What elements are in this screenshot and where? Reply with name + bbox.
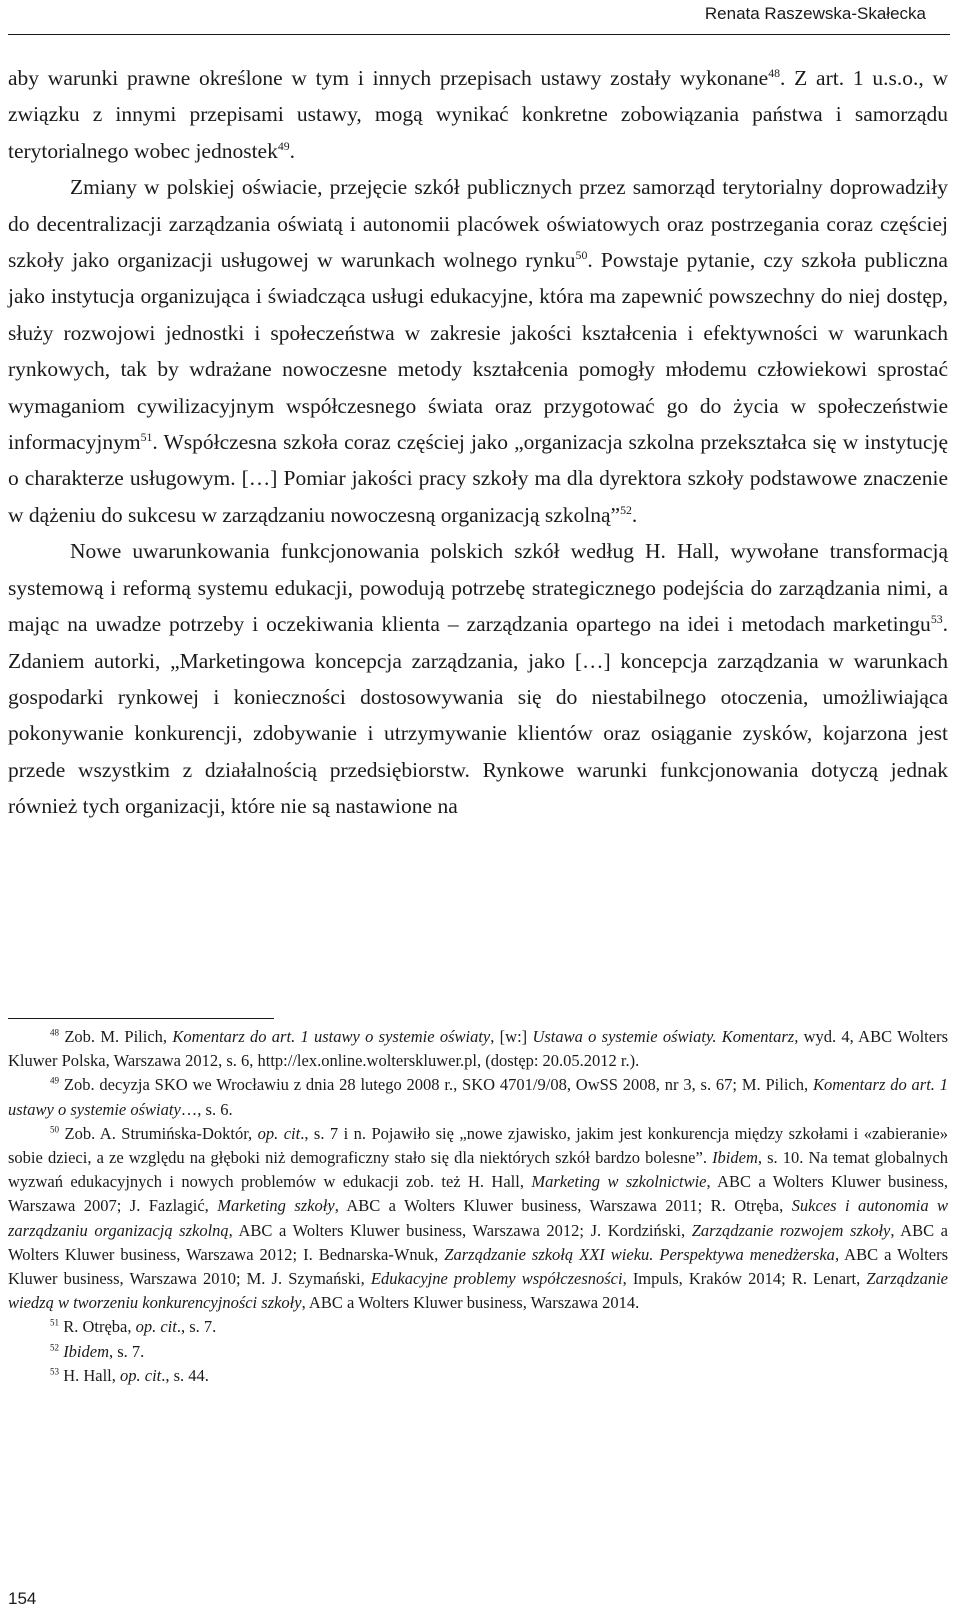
text-run: ., s. 7. xyxy=(176,1317,217,1337)
text-run: Nowe uwarunkowania funkcjonowania polskich szkół według H. Hall, wywołane transformacją systemową i reformą systemu edukacji, powodują potrzebę strategicznego podejścia do zarządzania nimi, a mając na uwadze potrzeby i oczekiwania klienta – zarządzania opartego na idei i metodach marketingu xyxy=(8,539,948,637)
footnote-ref-53[interactable]: 53 xyxy=(930,611,943,626)
citation-title: op. cit xyxy=(135,1317,177,1337)
citation-title: Sukces i autonomia w zarządzaniu organizacją szkolną xyxy=(8,1196,948,1240)
text-run: , ABC a Wolters Kluwer business, Warszawa 2010; M. J. Szymański, xyxy=(8,1244,949,1289)
citation-title: op. cit xyxy=(257,1123,301,1143)
footnote-51 xyxy=(8,1315,948,1339)
text-run: . Powstaje pytanie, czy szkoła publiczna jako instytucja organizująca i świadcząca usługi edukacyjne, która ma zapewnić powszechny do niej dostęp, służy rozwojowi jednostki i społeczeństwa w zakresie jakości kształcenia i efektywności w warunkach rynkowych, tak by wdrażane nowoczesne metody kształcenia pomogły młodemu człowiekowi sprostać wymaganiom cywilizacyjnym współczesnego świata oraz przygotować go do życia w społeczeństwie informacyjnym xyxy=(8,248,948,455)
paragraph-3 xyxy=(8,533,948,824)
main-text xyxy=(8,60,948,825)
text-run: , [w:] xyxy=(490,1027,533,1046)
citation-title: Komentarz do art. 1 ustawy o systemie oświaty xyxy=(8,1075,948,1119)
citation-title: Ustawa o systemie oświaty. Komentarz, xyxy=(532,1027,799,1046)
citation-title: Marketing szkoły xyxy=(217,1196,335,1216)
text-run: Zob. A. Strumińska-Doktór, xyxy=(59,1123,258,1143)
text-run: . xyxy=(289,138,296,163)
footnote-ref-52[interactable]: 52 xyxy=(620,502,632,517)
footnote-number: 53 xyxy=(50,1366,60,1377)
paragraph-2 xyxy=(8,169,948,533)
footnote-53 xyxy=(8,1364,948,1388)
text-run: , s. 7. xyxy=(109,1341,145,1361)
footnote-ref-51[interactable]: 51 xyxy=(140,429,153,444)
footnote-number: 50 xyxy=(50,1124,60,1135)
text-run: . xyxy=(631,502,638,527)
citation-title: Marketing w szkolnictwie xyxy=(531,1172,707,1192)
footnotes xyxy=(8,1025,948,1388)
text-run: …, s. 6. xyxy=(180,1099,233,1119)
text-run: wyd. 4, ABC Wolters Kluwer Polska, Warszawa 2012, s. 6, http://lex.online.wolterskluwer.pl, (dostęp: 20.05.2012 r.). xyxy=(8,1027,948,1071)
text-run: , Impuls, Kraków 2014; R. Lenart, xyxy=(622,1269,867,1289)
footnote-number: 48 xyxy=(50,1027,60,1038)
text-run: . Z art. 1 u.s.o., w związku z innymi przepisami ustawy, mogą wynikać konkretne zobowiązania państwa i samorządu terytorialnego wobec jednostek xyxy=(8,66,948,163)
citation-title: op. cit xyxy=(120,1365,162,1385)
footnote-rule xyxy=(8,1018,274,1019)
footnote-52 xyxy=(8,1340,948,1364)
header-author: Renata Raszewska-Skałecka xyxy=(704,4,926,23)
text-run: , ABC a Wolters Kluwer business, Warszawa 2014. xyxy=(301,1293,640,1313)
citation-title: Zarządzanie szkołą XXI wieku. Perspektywa menedżerska xyxy=(444,1244,835,1264)
text-run: . Zdaniem autorki, „Marketingowa koncepcja zarządzania, jako […] koncepcja zarządzania w warunkach gospodarki rynkowej i konieczności dostosowywania się do niestabilnego otoczenia, umożliwiająca pokonywanie konkurencji, zdobywanie i utrzymywanie klientów oraz osiąganie zysków, kojarzona jest przede wszystkim z działalnością przedsiębiorstw. Rynkowe warunki funkcjonowania dotyczą jednak również tych organizacji, które nie są nastawione na xyxy=(8,612,948,819)
running-header xyxy=(0,0,926,32)
citation-title: Ibidem xyxy=(712,1148,758,1168)
footnote-49 xyxy=(8,1073,948,1121)
text-run: , s. 10. Na temat globalnych wyzwań edukacyjnych i nowych problemów w edukacji zob. też H. Hall, xyxy=(8,1148,948,1192)
footnote-ref-49[interactable]: 49 xyxy=(277,138,290,153)
citation-title: Ibidem xyxy=(63,1341,110,1361)
text-run: aby warunki prawne określone w tym i innych przepisach ustawy zostały wykonane xyxy=(8,66,769,90)
text-run: Zob. M. Pilich, xyxy=(59,1027,173,1046)
paragraph-1 xyxy=(8,60,948,169)
footnote-ref-48[interactable]: 48 xyxy=(768,65,781,80)
text-run: Zob. decyzja SKO we Wrocławiu z dnia 28 lutego 2008 r., SKO 4701/9/08, OwSS 2008, nr 3, s. 67; M. Pilich, xyxy=(59,1075,813,1095)
footnote-48 xyxy=(8,1025,948,1073)
text-run: H. Hall, xyxy=(59,1365,121,1385)
text-run: , ABC a Wolters Kluwer business, Warszawa 2007; J. Fazlagić, xyxy=(8,1172,948,1216)
text-run: R. Otręba, xyxy=(59,1317,136,1337)
footnote-50 xyxy=(8,1122,948,1316)
text-run: ., s. 7 i n. Pojawiło się „nowe zjawisko, jakim jest konkurencja między szkołami i «zabieranie» sobie dzieci, a ze względu na głęboki niż demograficzny stało się dla niektórych szkół bardzo bolesne”. xyxy=(8,1123,948,1168)
text-run: ., s. 44. xyxy=(161,1365,209,1385)
footnote-number: 49 xyxy=(50,1075,60,1086)
text-run: , ABC a Wolters Kluwer business, Warszawa 2012; J. Kordziński, xyxy=(228,1220,692,1240)
text-run: Zmiany w polskiej oświacie, przejęcie szkół publicznych przez samorząd terytorialny doprowadziły do decentralizacji zarządzania oświatą i autonomii placówek oświatowych oraz postrzegania coraz częściej szkoły jako organizacji usługowej w warunkach wolnego rynku xyxy=(8,175,948,273)
citation-title: Zarządzanie wiedzą w tworzeniu konkurencyjności szkoły xyxy=(8,1269,948,1313)
text-run: . Współczesna szkoła coraz częściej jako „organizacja szkolna przekształca się w instytucję o charakterze usługowym. […] Pomiar jakości pracy szkoły ma dla dyrektora szkoły podstawowe znaczenie w dążeniu do sukcesu w zarządzaniu nowoczesną organizacją szkolną” xyxy=(8,430,948,527)
page-number: 154 xyxy=(8,1589,37,1608)
citation-title: Zarządzanie rozwojem szkoły xyxy=(691,1220,891,1240)
text-run: , ABC a Wolters Kluwer business, Warszawa 2012; I. Bednarska-Wnuk, xyxy=(8,1220,948,1264)
citation-title: Komentarz do art. 1 ustawy o systemie oświaty xyxy=(172,1027,491,1046)
footnote-number: 51 xyxy=(50,1317,60,1328)
text-run: , ABC a Wolters Kluwer business, Warszawa 2011; R. Otręba, xyxy=(334,1196,792,1216)
citation-title: Edukacyjne problemy współczesności xyxy=(370,1269,623,1289)
footnote-ref-50[interactable]: 50 xyxy=(575,247,588,262)
header-rule xyxy=(8,34,950,35)
footnote-number: 52 xyxy=(50,1342,60,1353)
